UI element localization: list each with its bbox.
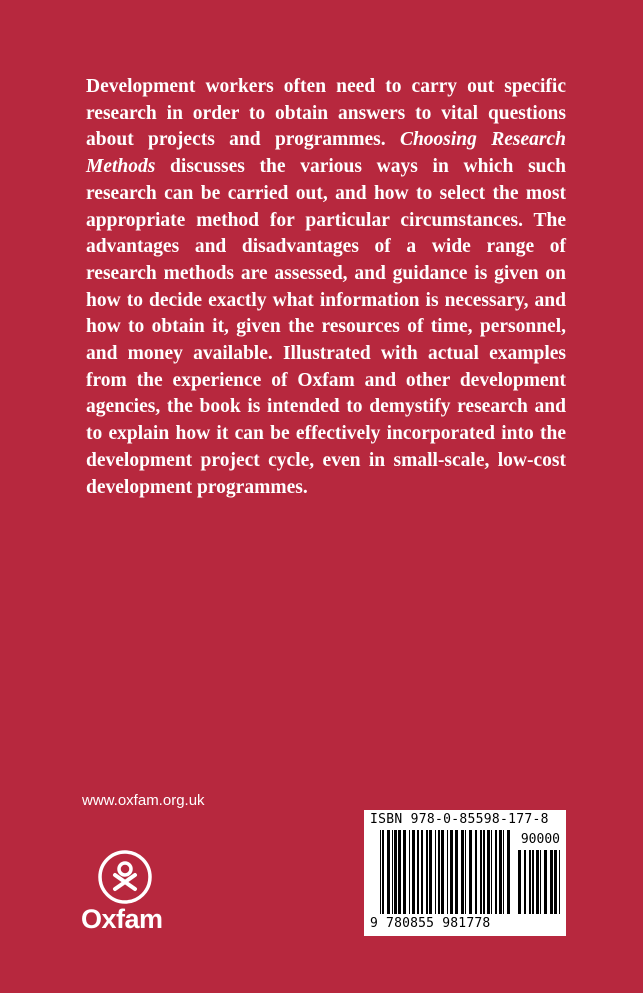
book-title-italic: Choosing Research Methods — [86, 129, 566, 178]
barcode-bar — [518, 850, 521, 914]
barcode-bar — [387, 830, 390, 914]
barcode-bar — [499, 830, 502, 914]
barcode-bar — [447, 830, 448, 914]
description-text-2: discusses the various ways in which such research can be carried out, and how to select the most appropriate method for particular circumstances. The advantages and disadvantages of a wide range of research methods are assessed, and guidance is given on how to decide exactly what information is necessary, and how to obtain it, given the resources of time, personnel, and money available. Illustrated with actual examples from the experience of Oxfam and other development agencies, the book is intended to demystify research and to explain how it can be effectively incorporated into the development project cycle, even in small-scale, low-cost development programmes. — [86, 156, 566, 498]
barcode-bar — [550, 850, 553, 914]
barcode-bar — [544, 850, 547, 914]
barcode-bar — [438, 830, 440, 914]
barcode-bar — [480, 830, 482, 914]
barcode-bar — [503, 830, 504, 914]
oxfam-logo-icon — [97, 849, 153, 905]
barcode-bar — [532, 850, 534, 914]
barcode-bar — [483, 830, 485, 914]
description-text-1: Development workers often need to carry out specific research in order to obtain answers to vital questions about projects and programmes. — [86, 76, 566, 151]
barcode-bar — [426, 830, 428, 914]
barcode-bar — [529, 850, 531, 914]
barcode-bar — [450, 830, 453, 914]
barcode-bar — [455, 830, 458, 914]
oxfam-wordmark: Oxfam — [81, 904, 163, 934]
price-code: 90000 — [520, 832, 560, 847]
barcode-bar — [380, 830, 381, 914]
barcode-bar — [435, 830, 436, 914]
barcode-bar — [392, 830, 393, 914]
barcode-bar — [441, 830, 444, 914]
barcode-bar — [469, 830, 472, 914]
barcode-bar — [403, 830, 406, 914]
barcode-bar — [394, 830, 397, 914]
barcode-bar — [409, 830, 410, 914]
barcode-bar — [540, 850, 541, 914]
barcode-bar — [465, 830, 466, 914]
barcode-bar — [524, 850, 526, 914]
barcode-bar — [559, 850, 560, 914]
barcode-bar — [412, 830, 415, 914]
barcode-bar — [536, 850, 539, 914]
barcode-bar — [398, 830, 401, 914]
ean-digits: 9 780855 981778 — [370, 916, 491, 931]
barcode-bar — [421, 830, 423, 914]
barcode-bar — [429, 830, 432, 914]
barcode-bar — [487, 830, 490, 914]
barcode-bar — [507, 830, 510, 914]
website-url[interactable]: www.oxfam.org.uk — [82, 792, 205, 809]
barcode-bar — [491, 830, 492, 914]
barcode-bar — [417, 830, 419, 914]
barcode-bar — [475, 830, 477, 914]
isbn-label: ISBN 978-0-85598-177-8 — [370, 812, 549, 827]
book-description — [86, 74, 566, 501]
isbn-barcode — [364, 810, 566, 936]
barcode-bar — [382, 830, 384, 914]
barcode-bar — [461, 830, 464, 914]
barcode-bar — [554, 850, 557, 914]
barcode-bar — [495, 830, 497, 914]
